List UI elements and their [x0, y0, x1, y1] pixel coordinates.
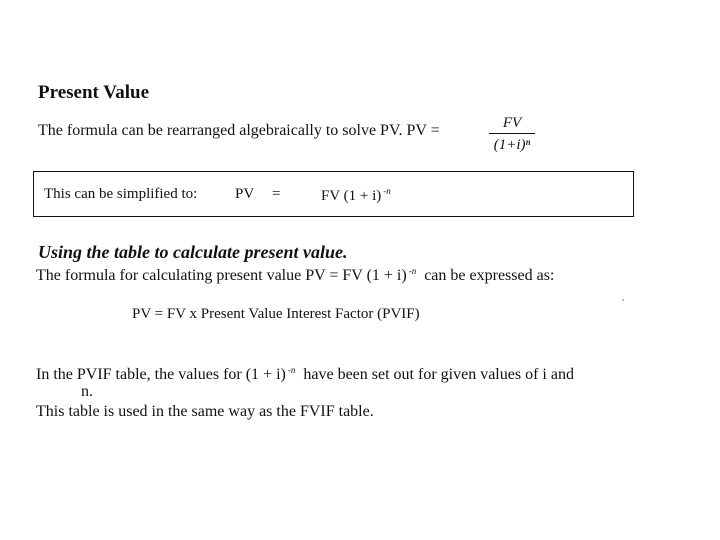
expression-exponent: -n — [408, 266, 417, 276]
section-subtitle: Using the table to calculate present value. — [38, 242, 348, 262]
fraction-bar — [489, 133, 535, 134]
pvif-table-exponent: -n — [287, 365, 296, 375]
fvif-note: This table is used in the same way as the FVIF table. — [36, 403, 374, 420]
simplified-equals: = — [272, 186, 281, 202]
pvif-table-continuation: n. — [81, 383, 93, 400]
fraction-denominator: (1+i)ⁿ — [493, 137, 531, 153]
pvif-formula: PV = FV x Present Value Interest Factor (PVIF) — [132, 306, 420, 322]
slide-title: Present Value — [38, 82, 150, 103]
simplified-formula-base: FV (1 + i) — [321, 188, 382, 204]
expression-after: can be expressed as: — [424, 267, 555, 284]
fraction-numerator: FV — [502, 115, 522, 131]
stray-dot — [622, 299, 624, 301]
pvif-table-sentence — [36, 365, 574, 384]
pv-fraction — [489, 114, 535, 154]
expression-sentence — [36, 266, 554, 285]
simplified-lhs: PV — [235, 186, 255, 202]
pvif-table-after: have been set out for given values of i and — [303, 366, 574, 383]
simplified-label: This can be simplified to: — [44, 186, 198, 202]
rearranged-formula-text: The formula can be rearranged algebraically to solve PV. PV = — [38, 122, 440, 139]
expression-before: The formula for calculating present value PV = FV (1 + i) — [36, 267, 407, 284]
simplified-exponent: -n — [383, 186, 391, 196]
simplified-formula — [321, 186, 391, 205]
pvif-table-before: In the PVIF table, the values for (1 + i) — [36, 366, 286, 383]
